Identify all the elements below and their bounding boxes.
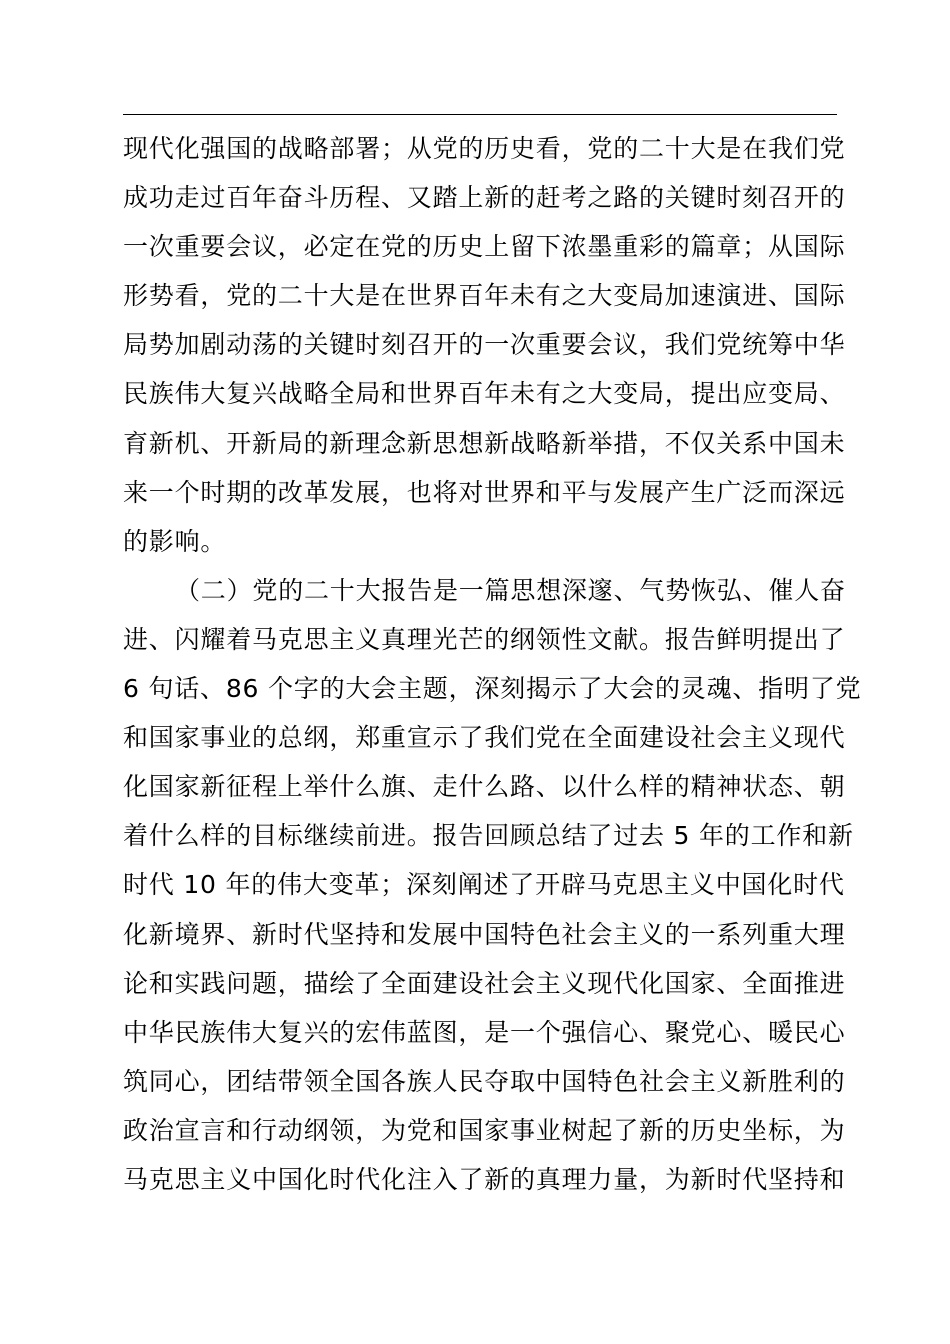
text-line: 的影响。	[123, 526, 227, 556]
text-line: 筑同心，团结带领全国各族人民夺取中国特色社会主义新胜利的	[123, 1066, 846, 1096]
text-line: 和国家事业的总纲，郑重宣示了我们党在全面建设社会主义现代	[123, 723, 846, 753]
text-line: 进、闪耀着马克思主义真理光芒的纲领性文献。报告鲜明提出了	[123, 624, 846, 654]
text-line: 现代化强国的战略部署；从党的历史看，党的二十大是在我们党	[123, 134, 846, 163]
text-line: 局势加剧动荡的关键时刻召开的一次重要会议，我们党统筹中华	[123, 330, 846, 360]
paragraph-1	[123, 124, 846, 566]
text-line: 一次重要会议，必定在党的历史上留下浓墨重彩的篇章；从国际	[123, 232, 846, 262]
text-line: 时代 10 年的伟大变革；深刻阐述了开辟马克思主义中国化时代	[123, 870, 845, 900]
document-body	[123, 124, 862, 1204]
text-line: 育新机、开新局的新理念新思想新战略新举措，不仅关系中国未	[123, 428, 846, 458]
paragraph-2	[123, 566, 862, 1204]
text-line: 化国家新征程上举什么旗、走什么路、以什么样的精神状态、朝	[123, 772, 846, 802]
header-rule	[123, 114, 837, 115]
text-line: 成功走过百年奋斗历程、又踏上新的赶考之路的关键时刻召开的	[123, 183, 846, 213]
text-line: 民族伟大复兴战略全局和世界百年未有之大变局，提出应变局、	[123, 379, 846, 409]
text-line: 论和实践问题，描绘了全面建设社会主义现代化国家、全面推进	[123, 968, 846, 998]
text-line: （二）党的二十大报告是一篇思想深邃、气势恢弘、催人奋	[175, 575, 846, 605]
text-line: 中华民族伟大复兴的宏伟蓝图，是一个强信心、聚党心、暖民心	[123, 1017, 846, 1047]
text-line: 着什么样的目标继续前进。报告回顾总结了过去 5 年的工作和新	[123, 821, 854, 851]
text-line: 形势看，党的二十大是在世界百年未有之大变局加速演进、国际	[123, 281, 846, 311]
text-line: 化新境界、新时代坚持和发展中国特色社会主义的一系列重大理	[123, 919, 846, 949]
text-line: 6 句话、86 个字的大会主题，深刻揭示了大会的灵魂、指明了党	[123, 674, 862, 704]
text-line: 马克思主义中国化时代化注入了新的真理力量，为新时代坚持和	[123, 1164, 846, 1194]
text-line: 来一个时期的改革发展，也将对世界和平与发展产生广泛而深远	[123, 477, 846, 507]
text-line: 政治宣言和行动纲领，为党和国家事业树起了新的历史坐标，为	[123, 1115, 846, 1145]
